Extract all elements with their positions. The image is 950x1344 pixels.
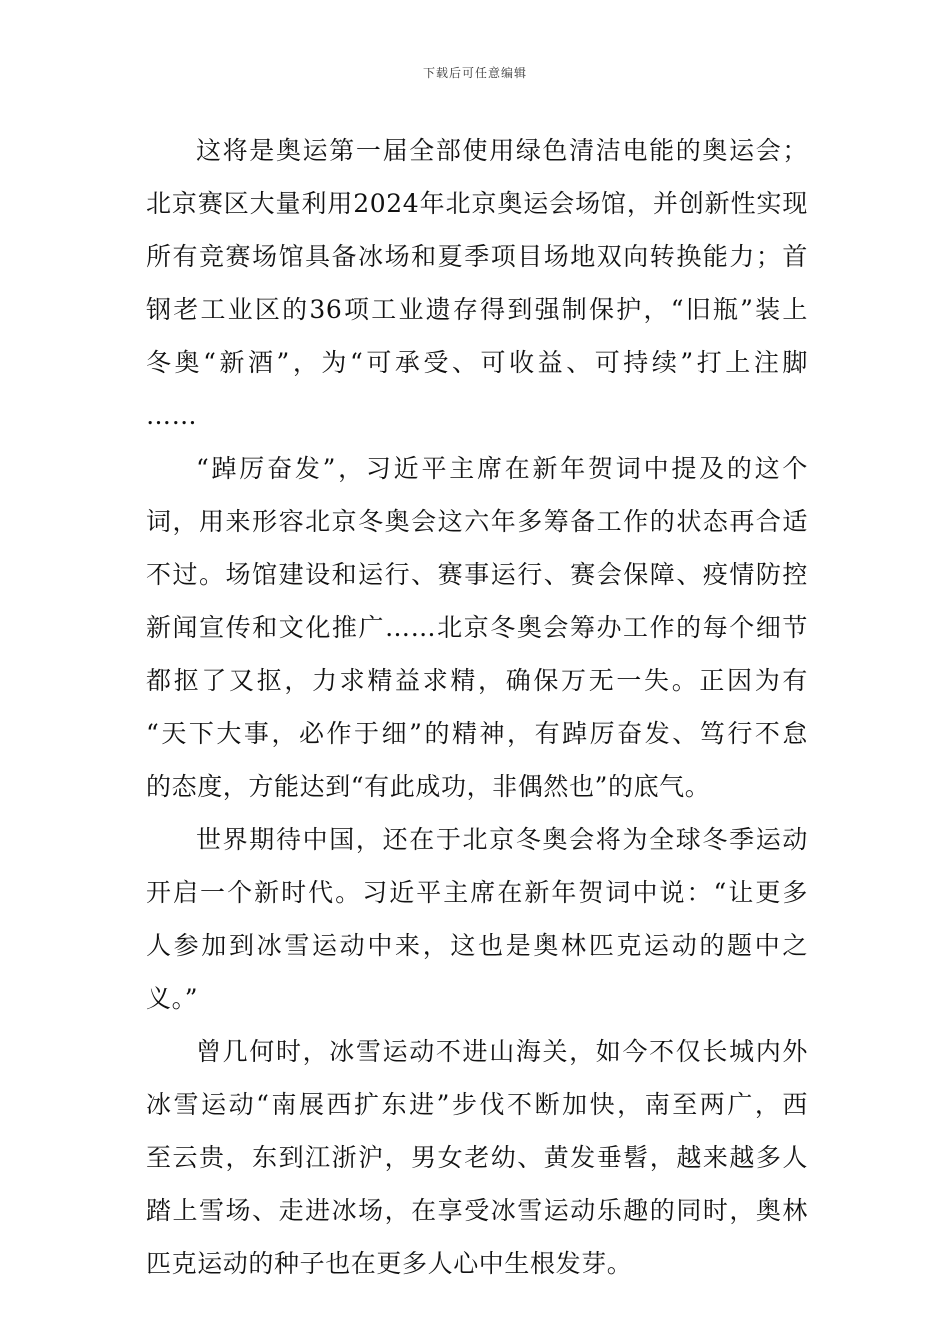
- text-line: “天下大事，必作于细”的精神，有踔厉奋发、笃行不怠: [146, 719, 808, 748]
- paragraph-preparation: [146, 442, 808, 813]
- text-line: 冬奥“新酒”，为“可承受、可收益、可持续”打上注脚: [146, 348, 808, 377]
- text-line: “踔厉奋发”，习近平主席在新年贺词中提及的这个: [196, 454, 808, 483]
- text-line: 北京赛区大量利用2024年北京奥运会场馆，并创新性实现: [146, 189, 808, 218]
- document-body: [146, 124, 808, 1290]
- text-line: 这将是奥运第一届全部使用绿色清洁电能的奥运会；: [196, 136, 808, 165]
- text-line: 开启一个新时代。习近平主席在新年贺词中说：“让更多: [146, 878, 808, 907]
- text-line: 词，用来形容北京冬奥会这六年多筹备工作的状态再合适: [146, 507, 808, 536]
- text-line: 义。”: [146, 984, 199, 1013]
- text-line: 都抠了又抠，力求精益求精，确保万无一失。正因为有: [146, 666, 808, 695]
- text-line: 不过。场馆建设和运行、赛事运行、赛会保障、疫情防控: [146, 560, 808, 589]
- text-line: 钢老工业区的36项工业遗存得到强制保护，“旧瓶”装上: [146, 295, 808, 324]
- text-line: 匹克运动的种子也在更多人心中生根发芽。: [146, 1249, 633, 1278]
- text-line: 所有竞赛场馆具备冰场和夏季项目场地双向转换能力；首: [146, 242, 808, 271]
- text-line: 踏上雪场、走进冰场，在享受冰雪运动乐趣的同时，奥林: [146, 1196, 808, 1225]
- text-line: ……: [146, 401, 198, 430]
- text-line: 人参加到冰雪运动中来，这也是奥林匹克运动的题中之: [146, 931, 808, 960]
- page-header: 下载后可任意编辑: [422, 66, 527, 80]
- text-line: 曾几何时，冰雪运动不进山海关，如今不仅长城内外: [196, 1037, 808, 1066]
- text-line: 新闻宣传和文化推广……北京冬奥会筹办工作的每个细节: [146, 613, 808, 642]
- text-line: 冰雪运动“南展西扩东进”步伐不断加快，南至两广，西: [146, 1090, 808, 1119]
- paragraph-new-era: [146, 813, 808, 1025]
- paragraph-green-energy: [146, 124, 808, 442]
- paragraph-winter-sports: [146, 1025, 808, 1290]
- text-line: 世界期待中国，还在于北京冬奥会将为全球冬季运动: [196, 825, 808, 854]
- text-line: 至云贵，东到江浙沪，男女老幼、黄发垂髫，越来越多人: [146, 1143, 808, 1172]
- text-line: 的态度，方能达到“有此成功，非偶然也”的底气。: [146, 772, 711, 801]
